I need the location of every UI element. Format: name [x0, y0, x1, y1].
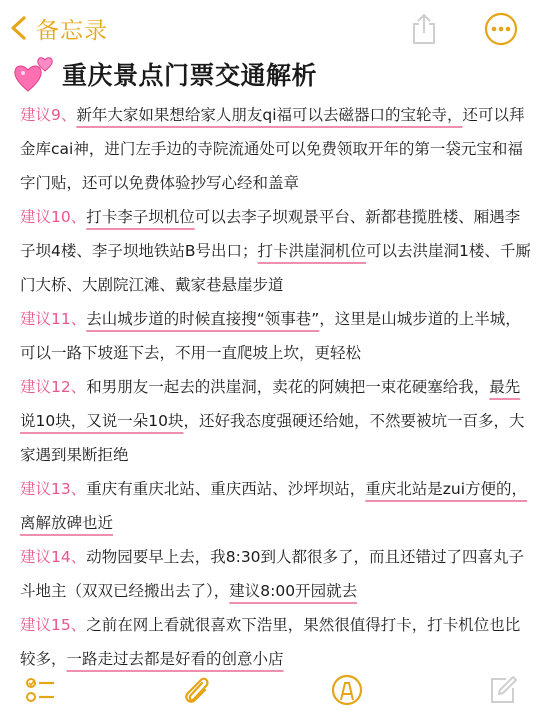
share-icon[interactable]	[408, 12, 440, 46]
suggestion-tag: 建议10、	[20, 208, 87, 226]
highlighted-text: 打卡李子坝机位	[86, 208, 195, 226]
note-paragraph	[20, 472, 532, 540]
note-text: ，还好我态度强硬还给她，不然要被坑一百多，大家遇到果断拒绝	[20, 412, 525, 464]
compose-icon[interactable]	[486, 674, 518, 706]
markup-pen-icon[interactable]	[331, 674, 363, 706]
suggestion-tag: 建议13、	[20, 480, 87, 498]
highlighted-text: 最先说10块，又说一朵10块	[20, 378, 521, 430]
note-text: 重庆有重庆北站、重庆西站、沙坪坝站，	[86, 480, 366, 498]
suggestion-tag: 建议15、	[20, 616, 87, 634]
top-navigation-bar	[0, 0, 540, 56]
paperclip-icon[interactable]	[180, 674, 212, 706]
hearts-icon	[14, 54, 58, 94]
back-label: 备忘录	[36, 17, 108, 44]
back-button[interactable]	[8, 10, 108, 46]
note-text: 和男朋友一起去的洪崖洞，卖花的阿姨把一束花硬塞给我，	[86, 378, 490, 396]
note-text: 之前在网上看就很喜欢下浩里，果然很值得打卡，打卡机位也比较多，	[20, 616, 521, 668]
highlighted-text: 去山城步道的时候直接搜“领事巷”	[86, 310, 320, 328]
note-title-row	[14, 52, 317, 96]
note-text: 可以去洪崖洞1楼、千厮门大桥、大剧院江滩、戴家巷悬崖步道	[20, 242, 531, 294]
note-body[interactable]	[20, 98, 532, 676]
note-text: 还可以拜金库cai神，进门左手边的寺院流通处可以免费领取开年的第一袋元宝和福字门贴，还可以免费体验抄写心经和盖章	[20, 106, 525, 192]
note-paragraph	[20, 98, 532, 200]
note-text: 动物园要早上去，我8:30到人都很多了，而且还错过了四喜丸子斗地主（双双已经搬出去了），	[20, 548, 525, 600]
bottom-toolbar	[0, 664, 540, 720]
highlighted-text: 新年大家如果想给家人朋友qi福可以去磁器口的宝轮寺，	[76, 106, 463, 124]
note-text: 可以去李子坝观景平台、新都巷揽胜楼、厢遇李子坝4楼、李子坝地铁站B号出口；	[20, 208, 521, 260]
highlighted-text: 建议8:00开园就去	[229, 582, 358, 600]
note-paragraph	[20, 540, 532, 608]
highlighted-text: 打卡洪崖洞机位	[257, 242, 367, 260]
note-paragraph	[20, 370, 532, 472]
suggestion-tag: 建议12、	[20, 378, 87, 396]
more-icon[interactable]	[484, 12, 518, 46]
note-paragraph	[20, 302, 532, 370]
note-title: 重庆景点门票交通解析	[62, 61, 318, 90]
suggestion-tag: 建议11、	[20, 310, 87, 328]
note-paragraph	[20, 200, 532, 302]
suggestion-tag: 建议14、	[20, 548, 87, 566]
checklist-icon[interactable]	[24, 674, 56, 706]
suggestion-tag: 建议9、	[20, 106, 77, 124]
highlighted-text: 一路走过去都是好看的创意小店	[66, 650, 284, 668]
note-text: ，这里是山城步道的上半城，可以一路下坡逛下去，不用一直爬坡上坎，更轻松	[20, 310, 521, 362]
chevron-left-icon	[8, 15, 30, 41]
highlighted-text: 重庆北站是zui方便的，离解放碑也近	[20, 480, 528, 532]
